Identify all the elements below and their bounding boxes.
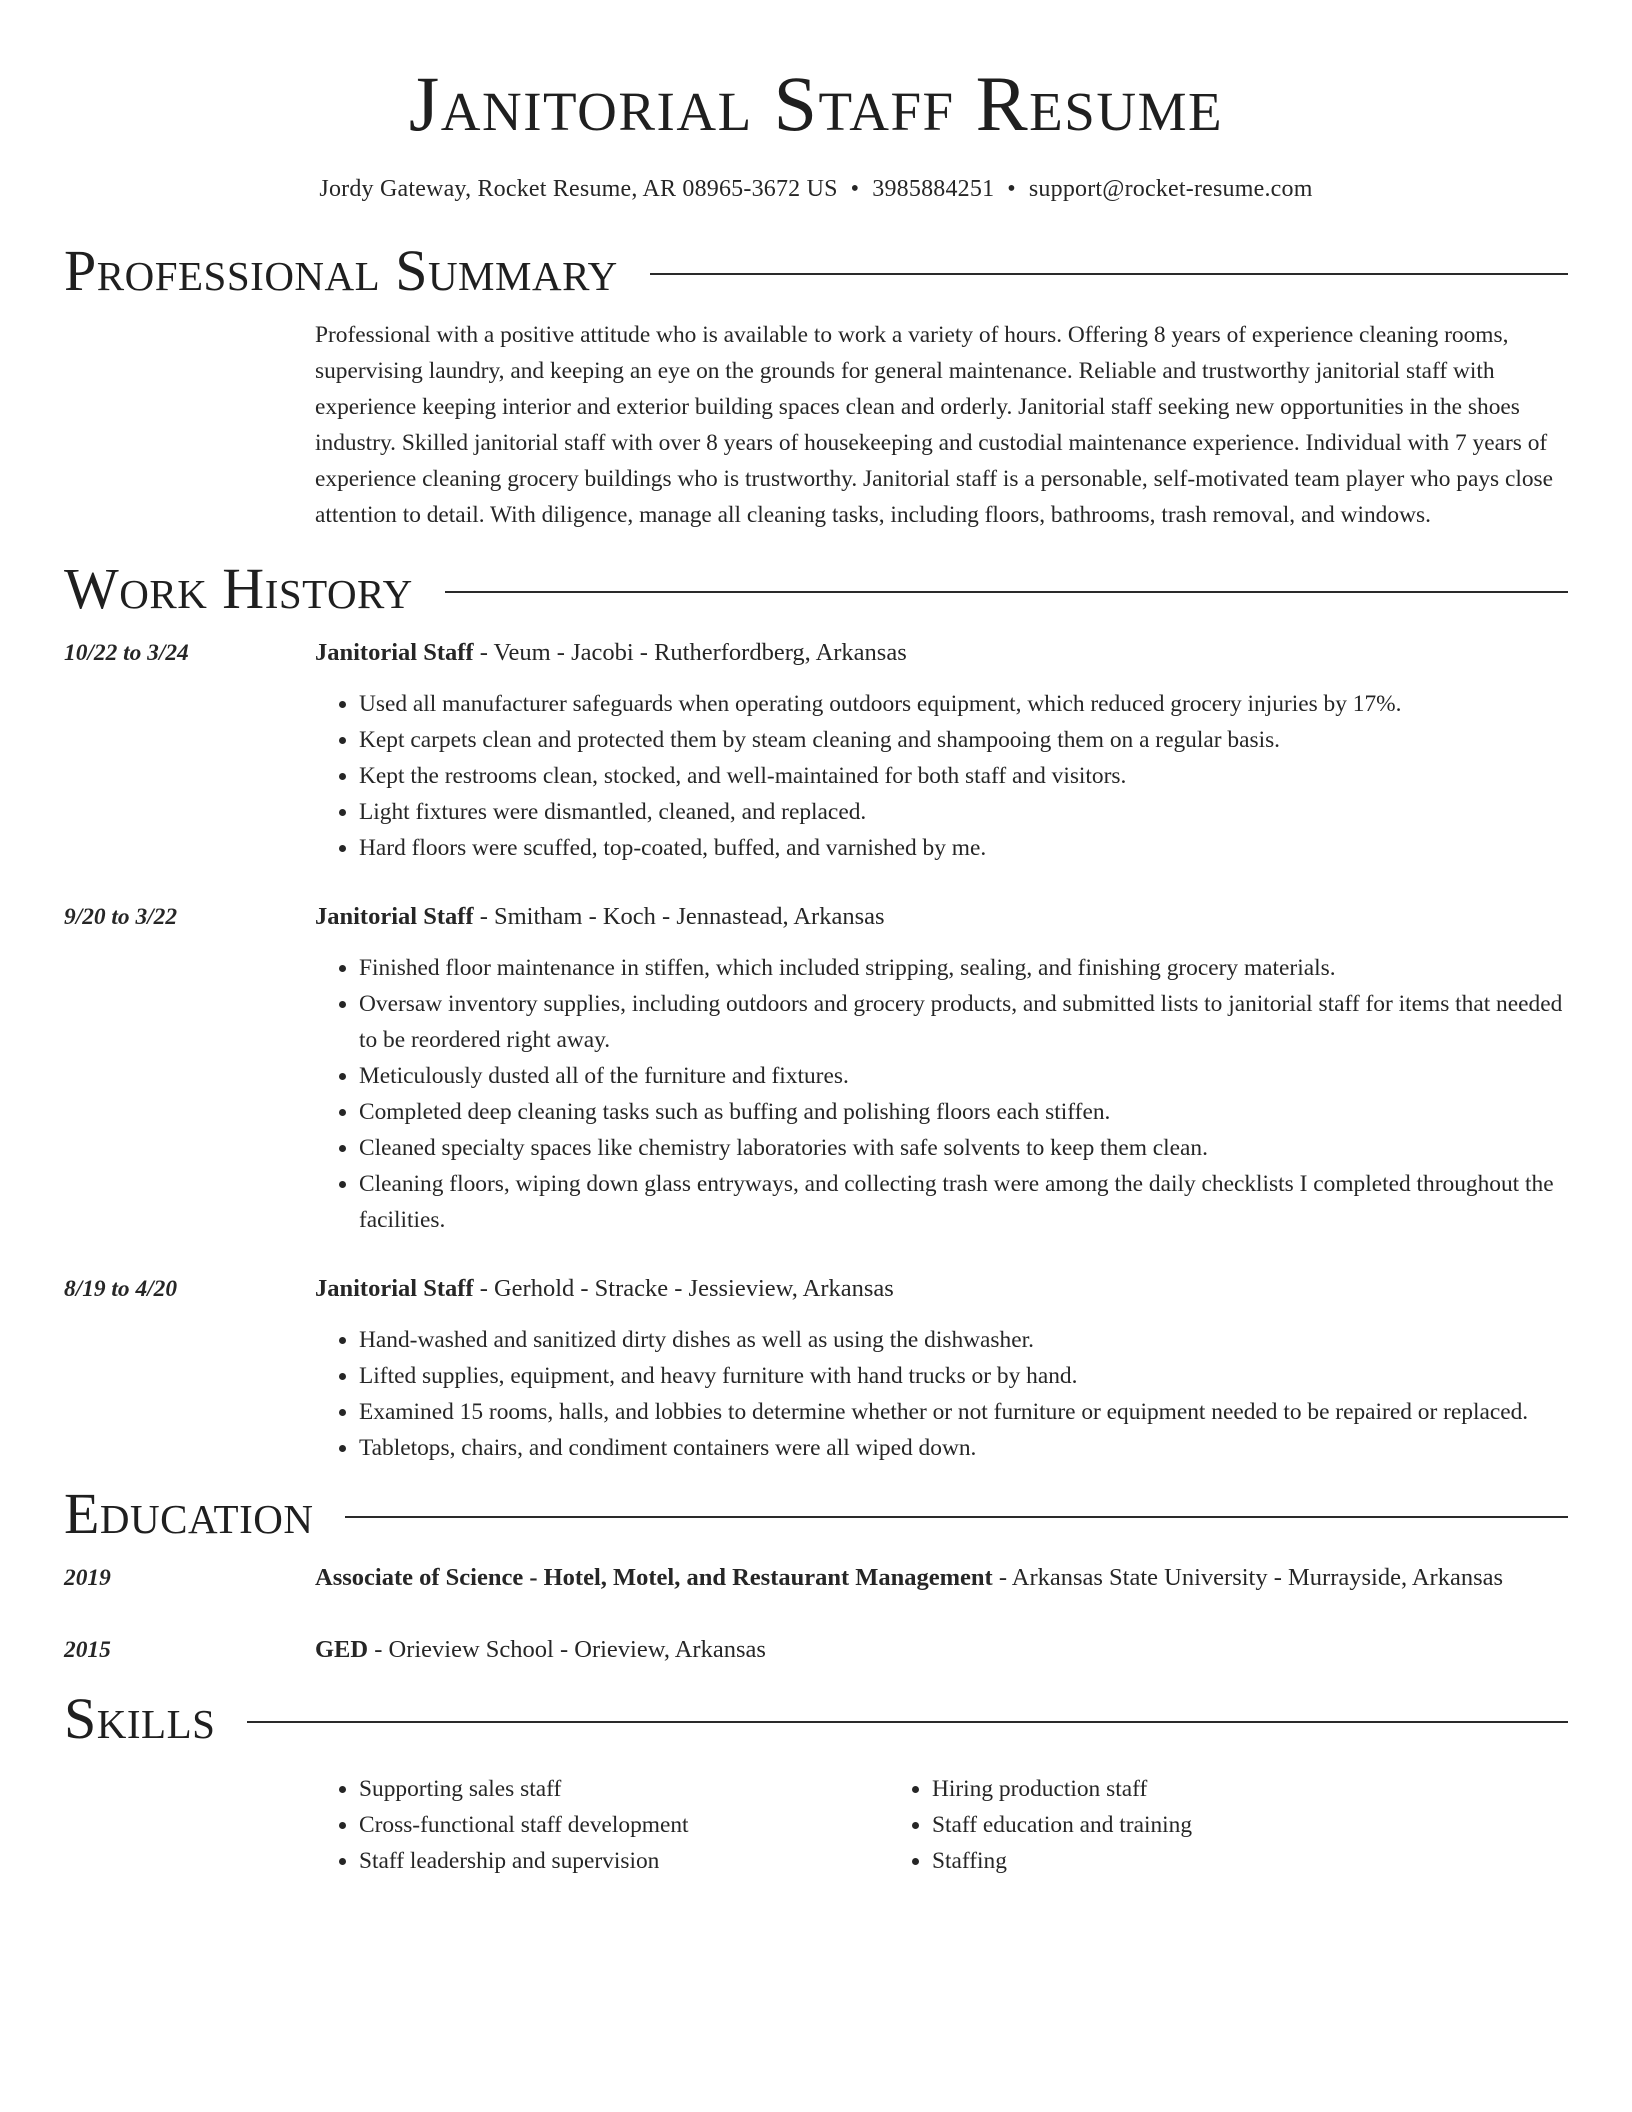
list-item: • Used all manufacturer safeguards when operating outdoors equipment, which reduced grocery injuries by 17%. bbox=[359, 686, 1568, 722]
job-body bbox=[315, 1270, 1568, 1466]
resume-title: Janitorial Staff Resume bbox=[408, 60, 1224, 147]
work-history-section-header bbox=[64, 556, 1568, 621]
job-entry bbox=[64, 898, 1568, 1238]
job-details: - Smitham - Koch - Jennastead, Arkansas bbox=[473, 903, 885, 930]
education-details: - Arkansas State University - Murrayside, Arkansas bbox=[992, 1564, 1504, 1591]
list-item: • Hard floors were scuffed, top-coated, buffed, and varnished by me. bbox=[359, 830, 1568, 866]
job-bullet-list bbox=[315, 686, 1568, 866]
job-bullet-list bbox=[315, 950, 1568, 1238]
section-divider bbox=[650, 273, 1568, 275]
summary-section-header bbox=[64, 238, 1568, 303]
education-entry bbox=[64, 1559, 1568, 1597]
list-item: • Light fixtures were dismantled, cleaned, and replaced. bbox=[359, 794, 1568, 830]
section-divider bbox=[345, 1516, 1568, 1518]
education-body bbox=[315, 1631, 1568, 1669]
job-dates: 8/19 to 4/20 bbox=[64, 1276, 178, 1302]
education-degree: GED bbox=[315, 1636, 369, 1663]
summary-text: Professional with a positive attitude who is available to work a variety of hours. Offering 8 years of experience cleaning rooms, supervising laundry, and keeping an eye on the grounds for general maintenance. Reliable and trustworthy janitorial staff with experience keeping interior and exterior building spaces clean and orderly. Janitorial staff seeking new opportunities in the shoes industry. Skilled janitorial staff with over 8 years of housekeeping and custodial maintenance experience. Individual with 7 years of experience cleaning grocery buildings who is trustworthy. Janitorial staff is a personable, self-motivated team player who pays close attention to detail. With diligence, manage all cleaning tasks, including floors, bathrooms, trash removal, and windows. bbox=[315, 322, 1554, 528]
job-heading bbox=[315, 898, 1568, 936]
list-item: • Meticulously dusted all of the furniture and fixtures. bbox=[359, 1058, 1568, 1094]
job-body bbox=[315, 898, 1568, 1238]
job-body bbox=[315, 634, 1568, 866]
education-body bbox=[315, 1559, 1568, 1597]
job-entry bbox=[64, 634, 1568, 866]
list-item: • Lifted supplies, equipment, and heavy furniture with hand trucks or by hand. bbox=[359, 1358, 1568, 1394]
list-item: • Cross-functional staff development bbox=[359, 1807, 888, 1843]
skills-heading: Skills bbox=[64, 1686, 216, 1751]
education-entry bbox=[64, 1631, 1568, 1669]
list-item: • Staff leadership and supervision bbox=[359, 1843, 888, 1879]
list-item: • Supporting sales staff bbox=[359, 1771, 888, 1807]
section-divider bbox=[247, 1721, 1568, 1723]
list-item: • Cleaning floors, wiping down glass entryways, and collecting trash were among the daily checklists I completed throughout the facilities. bbox=[359, 1166, 1568, 1238]
job-title: Janitorial Staff bbox=[315, 903, 474, 930]
skills-list bbox=[315, 1771, 1568, 1879]
work-history-heading: Work History bbox=[64, 556, 413, 621]
job-heading bbox=[315, 1270, 1568, 1308]
job-bullet-list bbox=[315, 1322, 1568, 1466]
job-details: - Veum - Jacobi - Rutherfordberg, Arkansas bbox=[473, 639, 907, 666]
bullet-separator: • bbox=[1007, 176, 1016, 202]
job-dates: 9/20 to 3/22 bbox=[64, 904, 178, 930]
bullet-separator: • bbox=[850, 176, 860, 202]
list-item: • Oversaw inventory supplies, including outdoors and grocery products, and submitted lists to janitorial staff for items that needed to be reordered right away. bbox=[359, 986, 1568, 1058]
list-item: • Finished floor maintenance in stiffen, which included stripping, sealing, and finishing grocery materials. bbox=[359, 950, 1568, 986]
list-item: • Cleaned specialty spaces like chemistry laboratories with safe solvents to keep them clean. bbox=[359, 1130, 1568, 1166]
education-section-header bbox=[64, 1481, 1568, 1546]
skills-section-header bbox=[64, 1686, 1568, 1751]
summary-heading: Professional Summary bbox=[64, 238, 618, 303]
job-entry bbox=[64, 1270, 1568, 1466]
contact-phone: 3985884251 bbox=[872, 176, 995, 202]
list-item: • Hand-washed and sanitized dirty dishes as well as using the dishwasher. bbox=[359, 1322, 1568, 1358]
section-divider bbox=[445, 591, 1568, 593]
contact-address: Jordy Gateway, Rocket Resume, AR 08965-3672 US bbox=[319, 176, 838, 202]
skills-column-right bbox=[888, 1771, 1461, 1879]
education-year: 2015 bbox=[64, 1637, 111, 1663]
education-degree: Associate of Science - Hotel, Motel, and Restaurant Management bbox=[315, 1564, 993, 1591]
list-item: • Staffing bbox=[932, 1843, 1461, 1879]
list-item: • Kept the restrooms clean, stocked, and well-maintained for both staff and visitors. bbox=[359, 758, 1568, 794]
contact-line bbox=[64, 174, 1568, 204]
job-title: Janitorial Staff bbox=[315, 639, 474, 666]
skills-column-left bbox=[315, 1771, 888, 1879]
list-item: • Hiring production staff bbox=[932, 1771, 1461, 1807]
list-item: • Tabletops, chairs, and condiment containers were all wiped down. bbox=[359, 1430, 1568, 1466]
job-title: Janitorial Staff bbox=[315, 1275, 474, 1302]
education-heading: Education bbox=[64, 1481, 314, 1546]
list-item: • Completed deep cleaning tasks such as buffing and polishing floors each stiffen. bbox=[359, 1094, 1568, 1130]
job-details: - Gerhold - Stracke - Jessieview, Arkansas bbox=[473, 1275, 894, 1302]
resume-page bbox=[64, 0, 1568, 1879]
job-heading bbox=[315, 634, 1568, 672]
list-item: • Kept carpets clean and protected them by steam cleaning and shampooing them on a regular basis. bbox=[359, 722, 1568, 758]
list-item: • Staff education and training bbox=[932, 1807, 1461, 1843]
contact-email: support@rocket-resume.com bbox=[1028, 176, 1313, 202]
education-year: 2019 bbox=[64, 1565, 111, 1591]
education-details: - Orieview School - Orieview, Arkansas bbox=[368, 1636, 766, 1663]
job-dates: 10/22 to 3/24 bbox=[64, 640, 189, 666]
list-item: • Examined 15 rooms, halls, and lobbies to determine whether or not furniture or equipment needed to be repaired or replaced. bbox=[359, 1394, 1568, 1430]
